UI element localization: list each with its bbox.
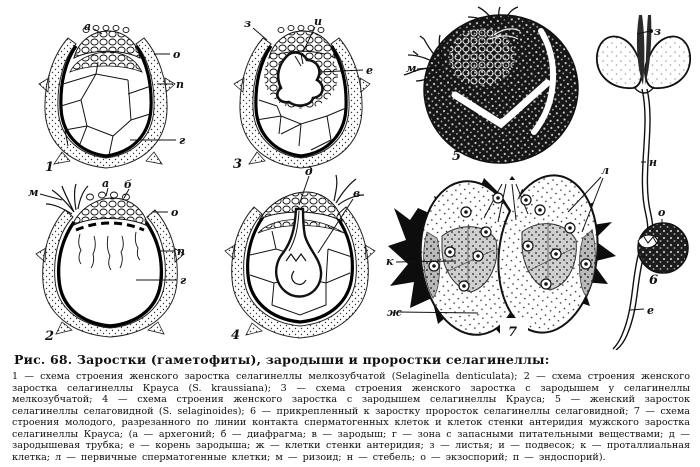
panel-3-gametophyte-with-embryo-denticulata: [215, 12, 390, 174]
panel2-label-archegonium: а: [102, 177, 110, 190]
panel-2-female-gametophyte-kraussiana: [18, 176, 198, 344]
panel3-label-leaves: з: [244, 17, 252, 30]
megaspore-sphere: [638, 223, 688, 273]
panel2-label-storage-zone: г: [180, 274, 187, 287]
panel-7-male-gametophyte-kraussiana: [380, 160, 625, 350]
panel-6-seedling-selaginoides: [592, 5, 700, 350]
rhizoid-tuft: [46, 184, 88, 214]
panel7-label-prothallial-cell: к: [386, 255, 394, 268]
panel2-label-exospore: о: [171, 206, 179, 219]
cell-mesh-patch: [449, 28, 515, 86]
apical-small-cells: [70, 25, 142, 72]
panel6-label-embryo-root: е: [647, 304, 654, 317]
panel7-label-antheridium-wall: ж: [387, 306, 402, 319]
panel4-label-embryo: в: [353, 187, 361, 200]
panel6-label-exospore: о: [658, 206, 666, 219]
diaphragm-dashed-line: [76, 223, 144, 230]
panel2-number: 2: [45, 329, 55, 344]
panel1-label-archegonium: а: [84, 20, 92, 33]
hanging-filaments: [79, 232, 140, 270]
panel7-label-spermatogenic-cells: л: [601, 164, 610, 177]
panel1-label-exospore: о: [173, 48, 181, 61]
panel3-label-embryo-root: е: [366, 64, 373, 77]
panel1-label-storage-zone: г: [179, 134, 186, 147]
panel6-number: 6: [649, 273, 659, 288]
panel2-label-diaphragm: б: [124, 178, 132, 191]
panel7-number: 7: [508, 325, 518, 340]
panel1-label-endospore: п: [176, 78, 184, 91]
apical-small-cells: [72, 192, 148, 226]
panel1-number: 1: [45, 160, 55, 175]
panel2-label-rhizoid: м: [28, 186, 39, 199]
caption-body: 1 — схема строения женского заростка селагинеллы мелкозубчатой (Selaginella denticulata); 2 — схема строения женского заростка селагинеллы Крауса (S. kraussiana); 3 — схема строения женского заростка с зародышем у селагинеллы мелкозубчатой; 4 — схема строения женского заростка с зародышем селагинеллы Крауса; 5 — женский заросток селагинеллы селаговидной (S. selaginoides); 6 — прикрепленный к заростку проросток селагинеллы селаговидной; 7 — схема строения молодого, разрезанного по линии контакта сперматогенных клеток и клеток стенки антеридия мужского заростка селагинеллы Крауса; (а — архегоний; б — диафрагма; в — зародыш; г — зона с запасными питательными веществами; д — зародышевая трубка; е — корень зародыша; ж — клетки стенки антеридия; з — листья; и — подвесок; к — проталлиальная клетка; л — первичные сперматогенные клетки; м — ризоид; н — стебель; о — экзоспорий; п — эндоспорий).: [12, 371, 690, 463]
panel6-label-stem: н: [649, 156, 658, 169]
root: [613, 252, 644, 350]
panel6-label-leaves: з: [654, 25, 662, 38]
panel-1-female-gametophyte-denticulata: [18, 14, 198, 176]
panel3-label-suspensor: и: [314, 15, 322, 28]
panel2-label-endospore: п: [177, 245, 185, 258]
panel3-number: 3: [233, 157, 243, 172]
panel4-label-embryo-tube: д: [305, 165, 313, 178]
megaspore-membrane: [59, 222, 162, 326]
panel-5-megaspore-selaginoides: [398, 5, 588, 165]
panel5-label-rhizoid: м: [406, 62, 417, 75]
panel-4-gametophyte-with-embryo-kraussiana: [210, 165, 385, 348]
panel5-number: 5: [452, 149, 462, 164]
panel4-number: 4: [231, 328, 241, 343]
figure-caption: [12, 352, 690, 463]
caption-title: Рис. 68. Заростки (гаметофиты), зародыши и проростки селагинеллы:: [14, 352, 550, 367]
